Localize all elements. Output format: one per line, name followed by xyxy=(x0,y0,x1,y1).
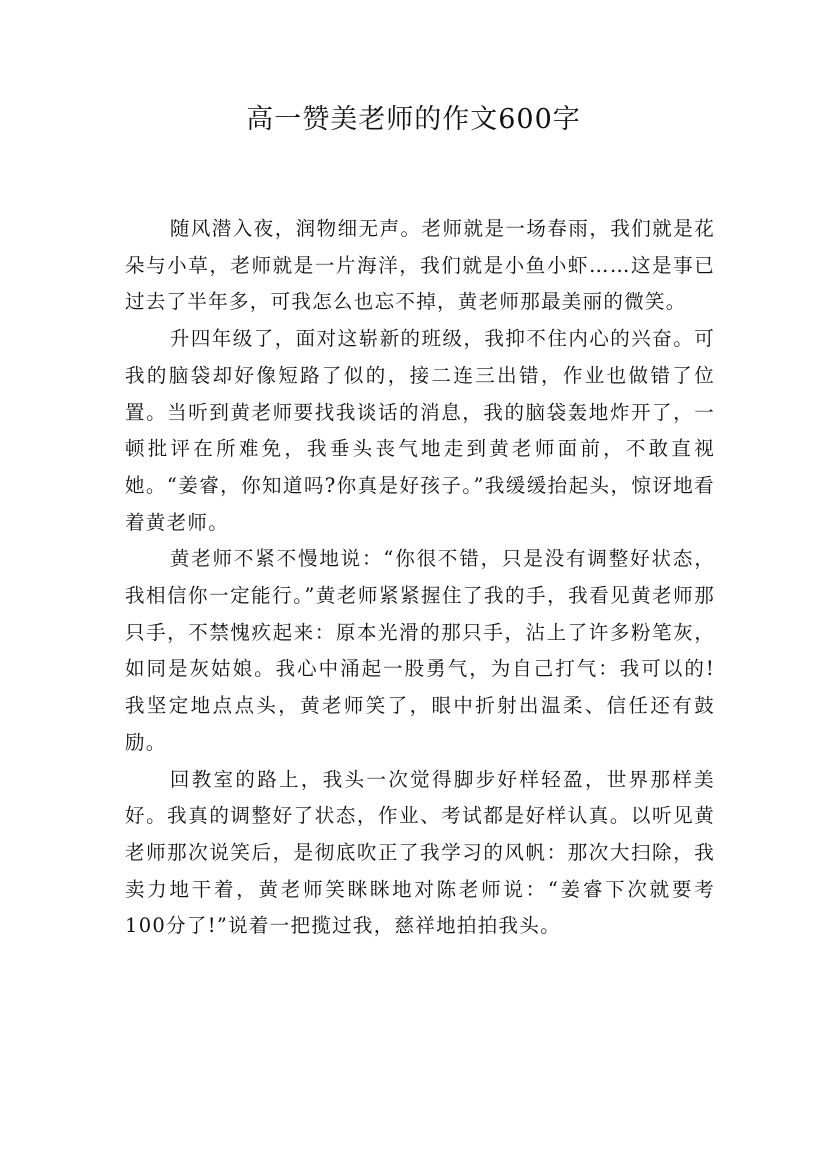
paragraph-2: 升四年级了，面对这崭新的班级，我抑不住内心的兴奋。可我的脑袋却好像短路了似的，接二连三出错，作业也做错了位置。当听到黄老师要找我谈话的消息，我的脑袋轰地炸开了，一顿批评在所难免，我垂头丧气地走到黄老师面前，不敢直视她。“姜睿，你知道吗?你真是好孩子。”我缓缓抬起头，惊讶地看着黄老师。 xyxy=(125,327,715,534)
paragraph-3: 黄老师不紧不慢地说：“你很不错，只是没有调整好状态，我相信你一定能行。”黄老师紧紧握住了我的手，我看见黄老师那只手，不禁愧疚起来：原本光滑的那只手，沾上了许多粉笔灰，如同是灰姑娘。我心中涌起一股勇气，为自己打气：我可以的!我坚定地点点头，黄老师笑了，眼中折射出温柔、信任还有鼓励。 xyxy=(125,547,715,754)
paragraph-1: 随风潜入夜，润物细无声。老师就是一场春雨，我们就是花朵与小草，老师就是一片海洋，我们就是小鱼小虾……这是事已过去了半年多，可我怎么也忘不掉，黄老师那最美丽的微笑。 xyxy=(125,217,715,314)
document-title: 高一赞美老师的作文600字 xyxy=(246,104,581,135)
paragraph-4: 回教室的路上，我头一次觉得脚步好样轻盈，世界那样美好。我真的调整好了状态，作业、考试都是好样认真。以听见黄老师那次说笑后，是彻底吹正了我学习的风帆：那次大扫除，我卖力地干着，黄老师笑眯眯地对陈老师说：“姜睿下次就要考100分了!”说着一把揽过我，慈祥地拍拍我头。 xyxy=(125,767,715,938)
essay-body xyxy=(125,211,715,945)
